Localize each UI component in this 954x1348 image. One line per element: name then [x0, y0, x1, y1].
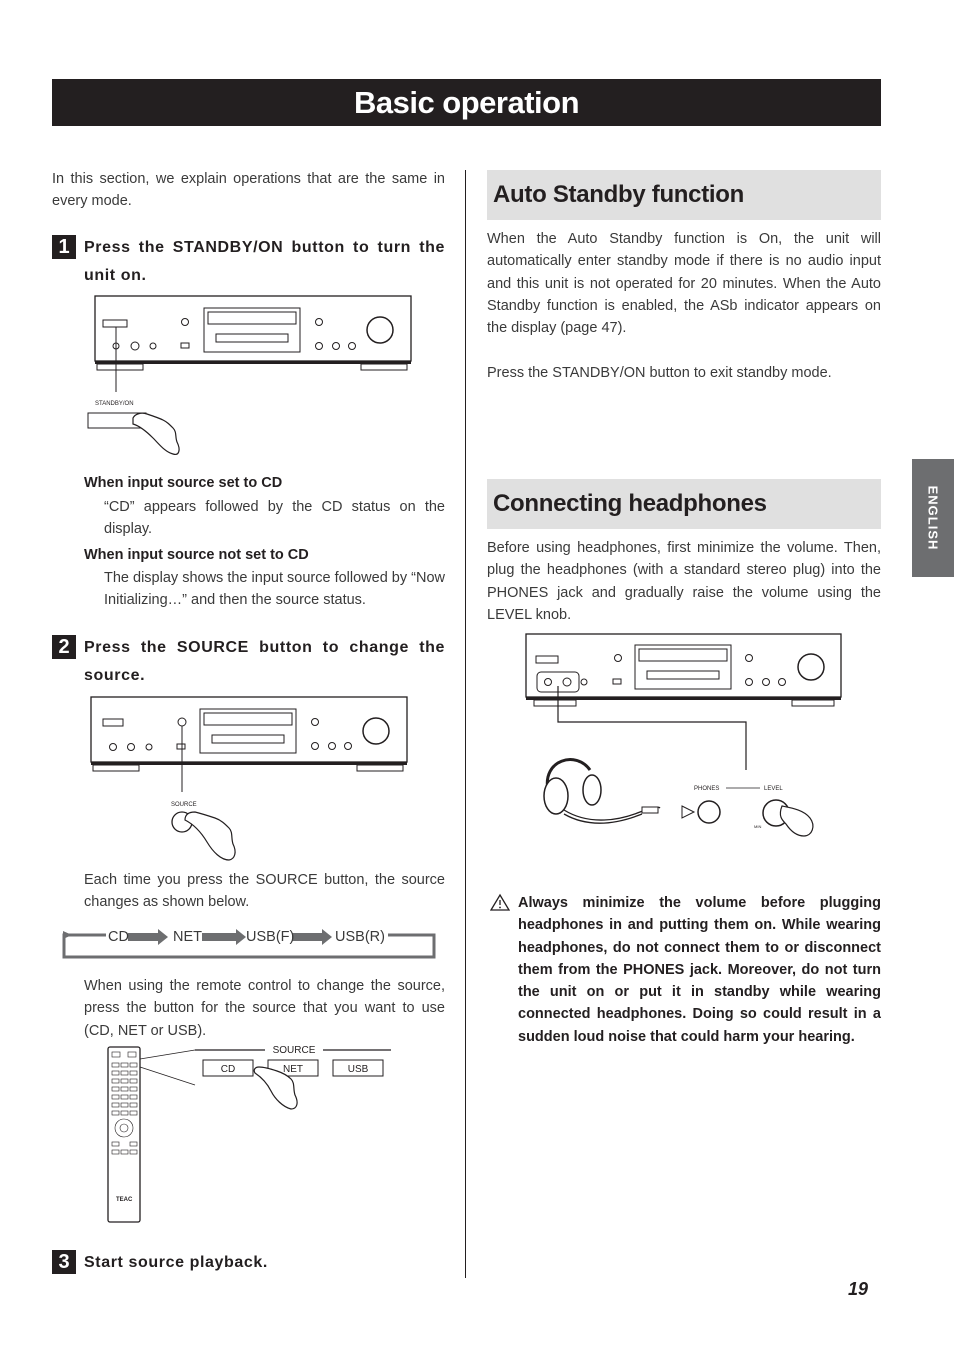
remote-illustration	[105, 1045, 405, 1225]
flow-usb-r: USB(R)	[335, 929, 385, 945]
not-cd-source-text: The display shows the input source followed by “Now Initializing…” and then the source status.	[104, 570, 445, 609]
page-number: 19	[848, 1279, 869, 1299]
min-label: MIN	[754, 824, 762, 829]
source-illustration	[85, 692, 415, 867]
step-2-text: Press the SOURCE button to change the source.	[84, 639, 445, 684]
step-3-text: Start source playback.	[84, 1254, 268, 1271]
headphones-heading: Connecting headphones	[487, 479, 881, 529]
remote-cd-button: CD	[220, 1064, 236, 1075]
remote-source-label: SOURCE	[272, 1045, 316, 1056]
not-cd-source-heading: When input source not set to CD	[84, 547, 309, 563]
auto-standby-heading: Auto Standby function	[487, 170, 881, 220]
page-title: Basic operation	[52, 79, 881, 126]
remote-net-button: NET	[283, 1064, 303, 1075]
language-tab-label: ENGLISH	[925, 485, 941, 551]
auto-standby-text: When the Auto Standby function is On, the unit will automatically enter standby mode if there is no audio input and this unit is not operated for 20 minutes. When the Auto Standby function is enabled, the ASb indicator appears on the display (page 47).	[487, 231, 881, 337]
flow-cd: CD	[108, 929, 129, 945]
standby-illustration	[85, 292, 415, 467]
phones-label: PHONES	[694, 786, 720, 792]
column-divider	[465, 170, 466, 1278]
warning-icon	[490, 893, 510, 911]
level-label: LEVEL	[764, 786, 783, 792]
step-1-number: 1	[52, 235, 76, 259]
step-3-number: 3	[52, 1250, 76, 1274]
language-tab	[912, 459, 954, 577]
cd-source-heading: When input source set to CD	[84, 475, 283, 491]
flow-net: NET	[173, 929, 202, 945]
remote-usb-button: USB	[347, 1064, 369, 1075]
step-2-number: 2	[52, 635, 76, 659]
headphones-illustration	[520, 630, 850, 845]
standby-label: STANDBY/ON	[95, 401, 134, 407]
intro-text: In this section, we explain operations that are the same in every mode.	[52, 171, 445, 210]
cd-source-text: “CD” appears followed by the CD status on the display.	[104, 499, 445, 538]
flow-usb-f: USB(F)	[246, 929, 295, 945]
source-label: SOURCE	[171, 802, 197, 808]
remote-brand: TEAC	[116, 1197, 133, 1203]
auto-standby-exit-text: Press the STANDBY/ON button to exit standby mode.	[487, 365, 832, 381]
remote-text: When using the remote control to change the source, press the button for the source that you want to use (CD, NET or USB).	[84, 978, 445, 1039]
warning-text: Always minimize the volume before plugging headphones in and putting them on. While wearing headphones, do not connect them to or disconnect them from the PHONES jack. Moreover, do not turn the unit on or put it in standby while wearing connected headphones. Doing so could result in a sudden loud noise that could harm your hearing.	[518, 895, 881, 1045]
headphones-text: Before using headphones, first minimize the volume. Then, plug the headphones (with a standard stereo plug) into the PHONES jack and gradually raise the volume using the LEVEL knob.	[487, 540, 881, 623]
source-cycle-text: Each time you press the SOURCE button, the source changes as shown below.	[84, 872, 445, 911]
step-1-text: Press the STANDBY/ON button to turn the unit on.	[84, 239, 445, 284]
